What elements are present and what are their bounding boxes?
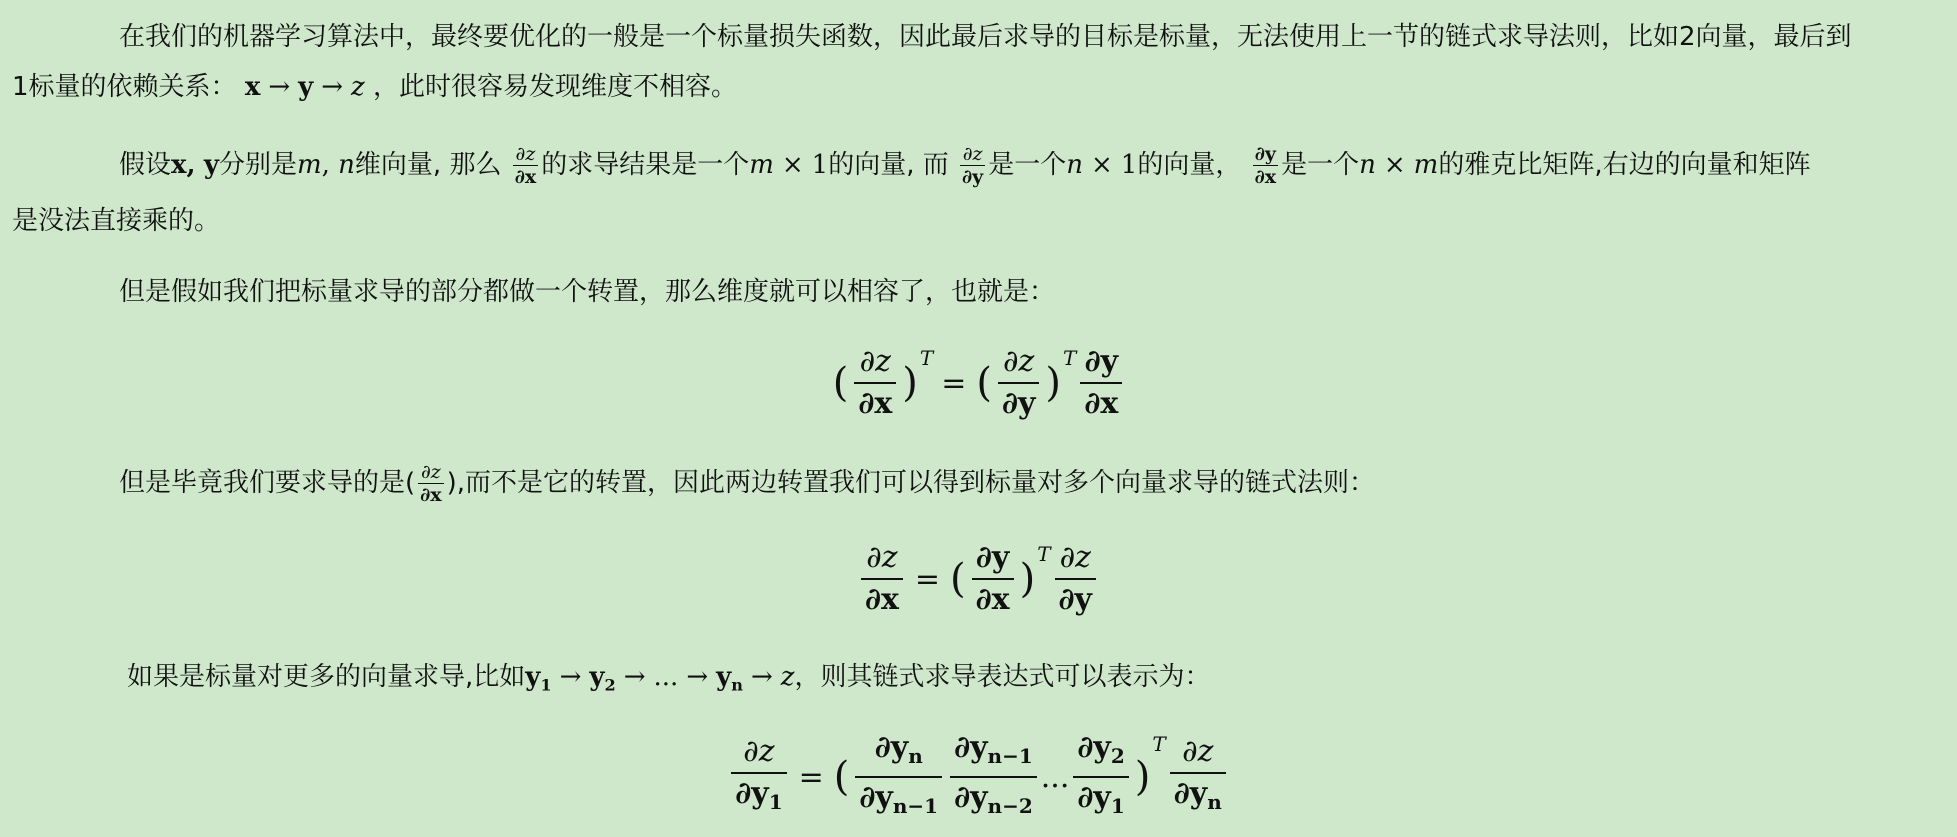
math-symbol: × [1090,150,1113,180]
math-symbol: 1 [811,150,829,180]
paragraph-text: ，此时很容易发现维度不相容。 [373,72,738,102]
paragraph-text: 但是假如我们把标量求导的部分都做一个转置，那么维度就可以相容了，也就是： [119,277,1056,307]
math-symbol: × [781,150,804,180]
paragraph-text: 是一个 [1281,150,1360,180]
math-symbol: → [268,72,291,102]
equation-2: $\frac{\partial z}{\partial x}$ = ( $\frac{\partial y}{\partial x}$ ) T $\frac{\partial z}{\partial y}$ [0,538,1957,620]
math-symbol: m [296,150,322,180]
paragraph-text: 的求导结果是一个 [541,150,750,180]
paragraph-text: ),而不是它的转置，因此两边转置我们可以得到标量对多个向量求导的链式法则： [446,468,1376,498]
math-symbol: m [749,150,774,180]
paragraph-text: 的雅克比矩阵,右边的向量和矩阵 [1438,150,1811,180]
math-symbol: m [1413,150,1439,180]
paragraph-text: 如果是标量对更多的向量求导,比如 [127,662,526,692]
fraction-dz-dy: $\frac{\partial z}{\partial y}$ [962,143,984,188]
paragraph-text: 假设 [119,150,172,180]
paragraph-text: 但是毕竟我们要求导的是( [119,468,416,498]
paragraph-2-line-1 [12,140,1945,190]
paragraph-text: ，则其链式求导表达式可以表示为： [794,662,1211,692]
fraction-dz-dx: $\frac{\partial z}{\partial x}$ [420,461,442,506]
fraction-dz-dx: $\frac{\partial z}{\partial x}$ [514,143,537,188]
math-symbol: → [321,72,344,102]
paragraph-text: 的向量， [1137,150,1242,180]
paragraph-5: 如果是标量对更多的向量求导,比如$y_1 \to y_2$ → ... → $y_n \to z$，则其链式求导表达式可以表示为： [127,662,1211,695]
math-symbol: 1 [1120,150,1138,180]
paragraph-text: 是一个 [988,150,1067,180]
paragraph-4 [12,458,1945,508]
equation-1: ( $\frac{\partial z}{\partial x}$ ) T = ( $\frac{\partial z}{\partial y}$ ) T $\frac{\partial y}{\partial x}$ [0,342,1957,424]
equation-3: $\frac{\partial z}{\partial y_1}$ = ( $\frac{\partial y_n}{\partial y_{n-1}}$ $\frac{\partial y_{n-1}}{\partial y_{n-2}}$ ... $\frac{\partial y_2}{\partial y_1}$ ) T $\frac{\partial z}{\partial y_n}$ [0,728,1957,826]
math-symbol: x [171,150,187,180]
math-symbol: , [321,150,330,180]
paragraph-text: 维向量, 那么 [354,150,502,180]
math-symbol: y [298,72,314,102]
paragraph-1-line-1 [12,12,1945,62]
math-symbol: n [338,150,355,180]
paragraph-text: 是没法直接乘的。 [12,206,221,236]
math-symbol: n [1066,150,1083,180]
paragraph-text: 1标量的依赖关系： [12,72,237,102]
math-symbol: x [244,72,261,102]
math-symbol: y [203,150,219,180]
math-symbol: z [351,72,365,102]
math-symbol: , [186,150,196,180]
math-symbol: n [1359,150,1376,180]
paragraph-1-line-2 [12,62,1945,112]
fraction-dy-dx: $\frac{\partial y}{\partial x}$ [1254,143,1277,188]
math-symbol: × [1383,150,1406,180]
paragraph-text: 分别是 [218,150,297,180]
paragraph-text: 的向量, 而 [828,150,949,180]
paragraph-text: 在我们的机器学习算法中，最终要优化的一般是一个标量损失函数，因此最后求导的目标是标量，无法使用上一节的链式求导法则，比如2向量，最后到 [119,22,1852,52]
paragraph-2-line-2 [12,196,1945,246]
paragraph-3 [12,267,1945,317]
